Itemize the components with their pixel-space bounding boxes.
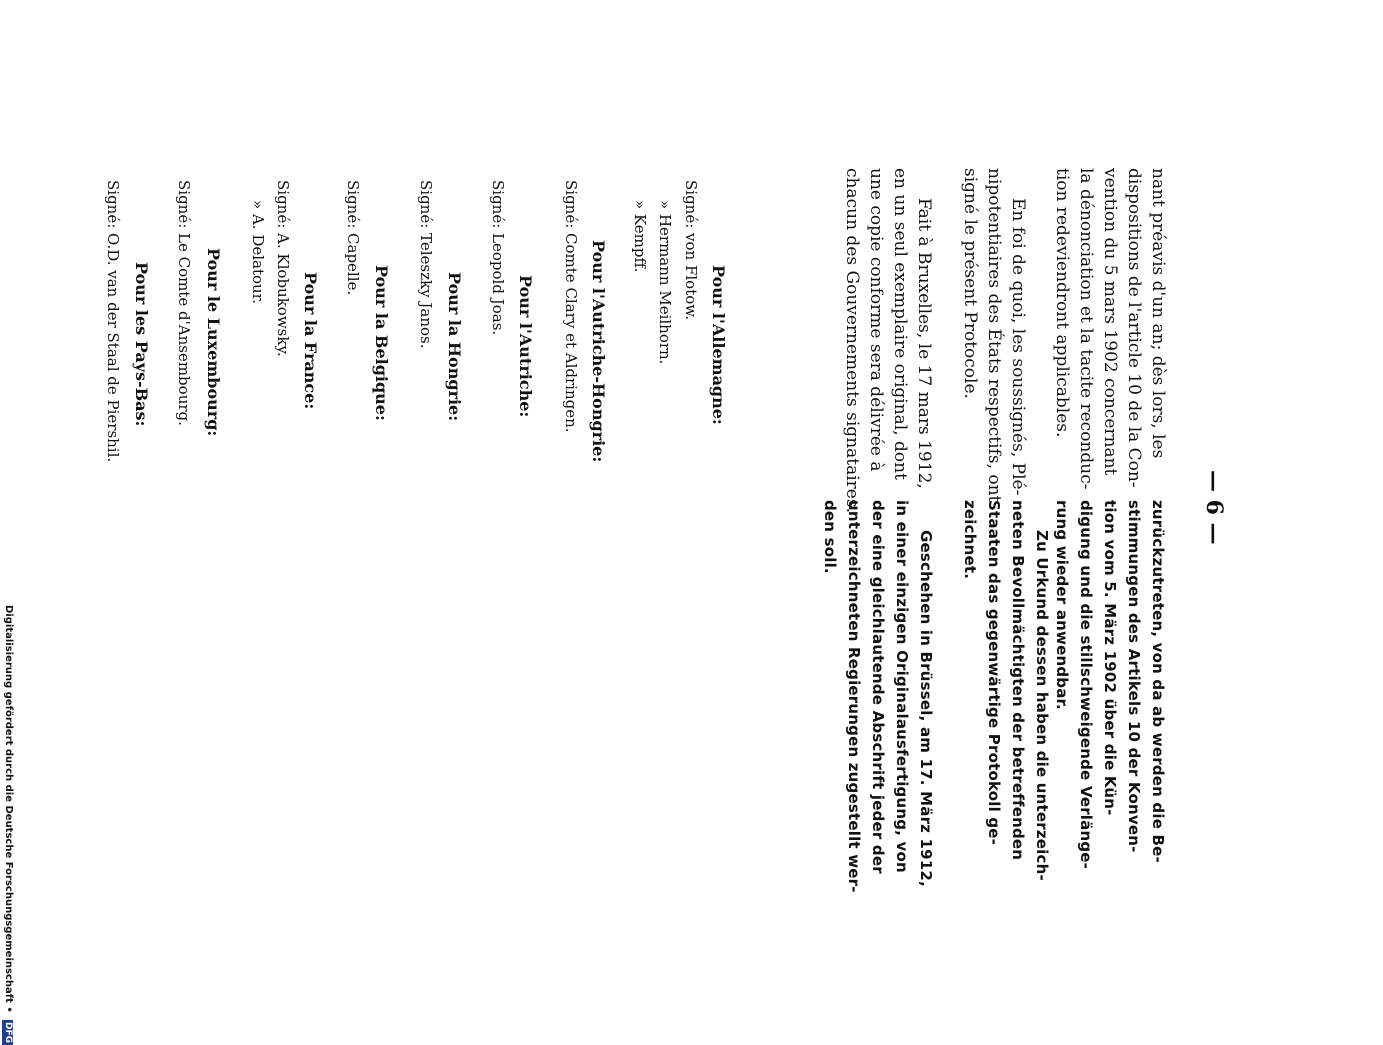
text-line: rung wieder anwendbar. [1053,500,1071,710]
text-line: Fait à Bruxelles, le 17 mars 1912, [914,198,934,489]
french-paragraph-1 [1050,168,1170,489]
text-line: Staaten das gegenwärtige Protokoll ge- [985,500,1003,846]
text-line: tion redeviendront applicables. [1052,168,1072,438]
text-line: dispositions de l'article 10 de la Con- [1124,168,1144,488]
heading-france: Pour la France: [301,272,320,410]
text-line: signé le présent Protocole. [960,168,980,399]
heading-allemagne: Pour l'Allemagne: [709,265,728,425]
text-line: digung und die stillschweigende Verlänge- [1077,500,1095,870]
text-line: la dénonciation et la tacite reconduc- [1076,168,1096,490]
text-line: stimmungen des Artikels 10 der Konven- [1125,500,1143,853]
german-paragraph-3 [818,500,938,893]
heading-paysbas: Pour les Pays-Bas: [132,262,151,427]
text-line: zeichnet. [961,500,979,580]
french-paragraph-2 [958,168,1030,502]
text-line: unterzeichneten Regierungen zugestellt wer- [845,500,863,893]
text-line: den soll. [821,500,839,574]
signature-allemagne-1: Signé: von Flotow. [682,180,700,321]
signature-autriche-hongrie-1: Signé: Comte Clary et Aldringen. [562,180,580,433]
signature-paysbas-1: Signé: O.D. van der Staal de Piershil. [104,180,122,463]
text-line: vention du 5 mars 1902 concernant [1100,168,1120,476]
footer-text: Digitalisierung gefördert durch die Deutsche Forschungsgemeinschaft • [3,605,14,1013]
heading-hongrie: Pour la Hongrie: [445,272,464,422]
signature-allemagne-2: » Hermann Meilhorn. [656,200,674,365]
german-paragraph-2 [958,500,1054,881]
heading-autriche: Pour l'Autriche: [516,275,535,418]
dfg-logo-icon: DFG [3,1022,13,1044]
signature-autriche-1: Signé: Leopold Joas. [489,180,507,336]
text-line: neten Bevollmächtigten der betreffenden [1009,500,1027,861]
text-line: nipotentiaires des États respectifs, ont [984,168,1004,503]
text-line: chacun des Gouvernements signataires. [842,168,862,513]
signature-belgique-1: Signé: Capelle. [344,180,362,296]
heading-belgique: Pour la Belgique: [372,265,391,421]
french-paragraph-3 [840,168,936,513]
heading-luxembourg: Pour le Luxembourg: [204,248,223,437]
text-line: tion vom 5. März 1902 über die Kün- [1101,500,1119,816]
signature-france-2: » A. Delatour. [249,200,267,304]
text-line: in einer einzigen Originalausfertigung, von [893,500,911,873]
signature-hongrie-1: Signé: Teleszky Janos. [417,180,435,349]
signature-france-1: Signé: A. Klobukowsky. [274,180,292,357]
text-line: une copie conforme sera délivrée à [866,168,886,472]
heading-autriche-hongrie: Pour l'Autriche-Hongrie: [589,240,608,463]
text-line: nant préavis d'un an; dès lors, les [1148,168,1168,459]
signature-luxembourg-1: Signé: Le Comte d'Ansembourg. [175,180,193,426]
text-line: der eine gleichlautende Abschrift jeder der [869,500,887,874]
page-number: — 6 — [1201,470,1227,545]
german-paragraph-1 [1050,500,1170,869]
text-line: En foi de quoi, les soussignés, Plé- [1008,198,1028,496]
text-line: Geschehen in Brüssel, am 17. März 1912, [917,530,935,887]
text-line: Zu Urkund dessen haben die unterzeich- [1033,530,1051,881]
text-line: en un seul exemplaire original, dont [890,168,910,480]
signature-allemagne-3: » Kempff. [631,200,649,273]
text-line: zurückzutreten, von da ab werden die Be- [1149,500,1167,863]
digitization-footer [2,605,13,1045]
